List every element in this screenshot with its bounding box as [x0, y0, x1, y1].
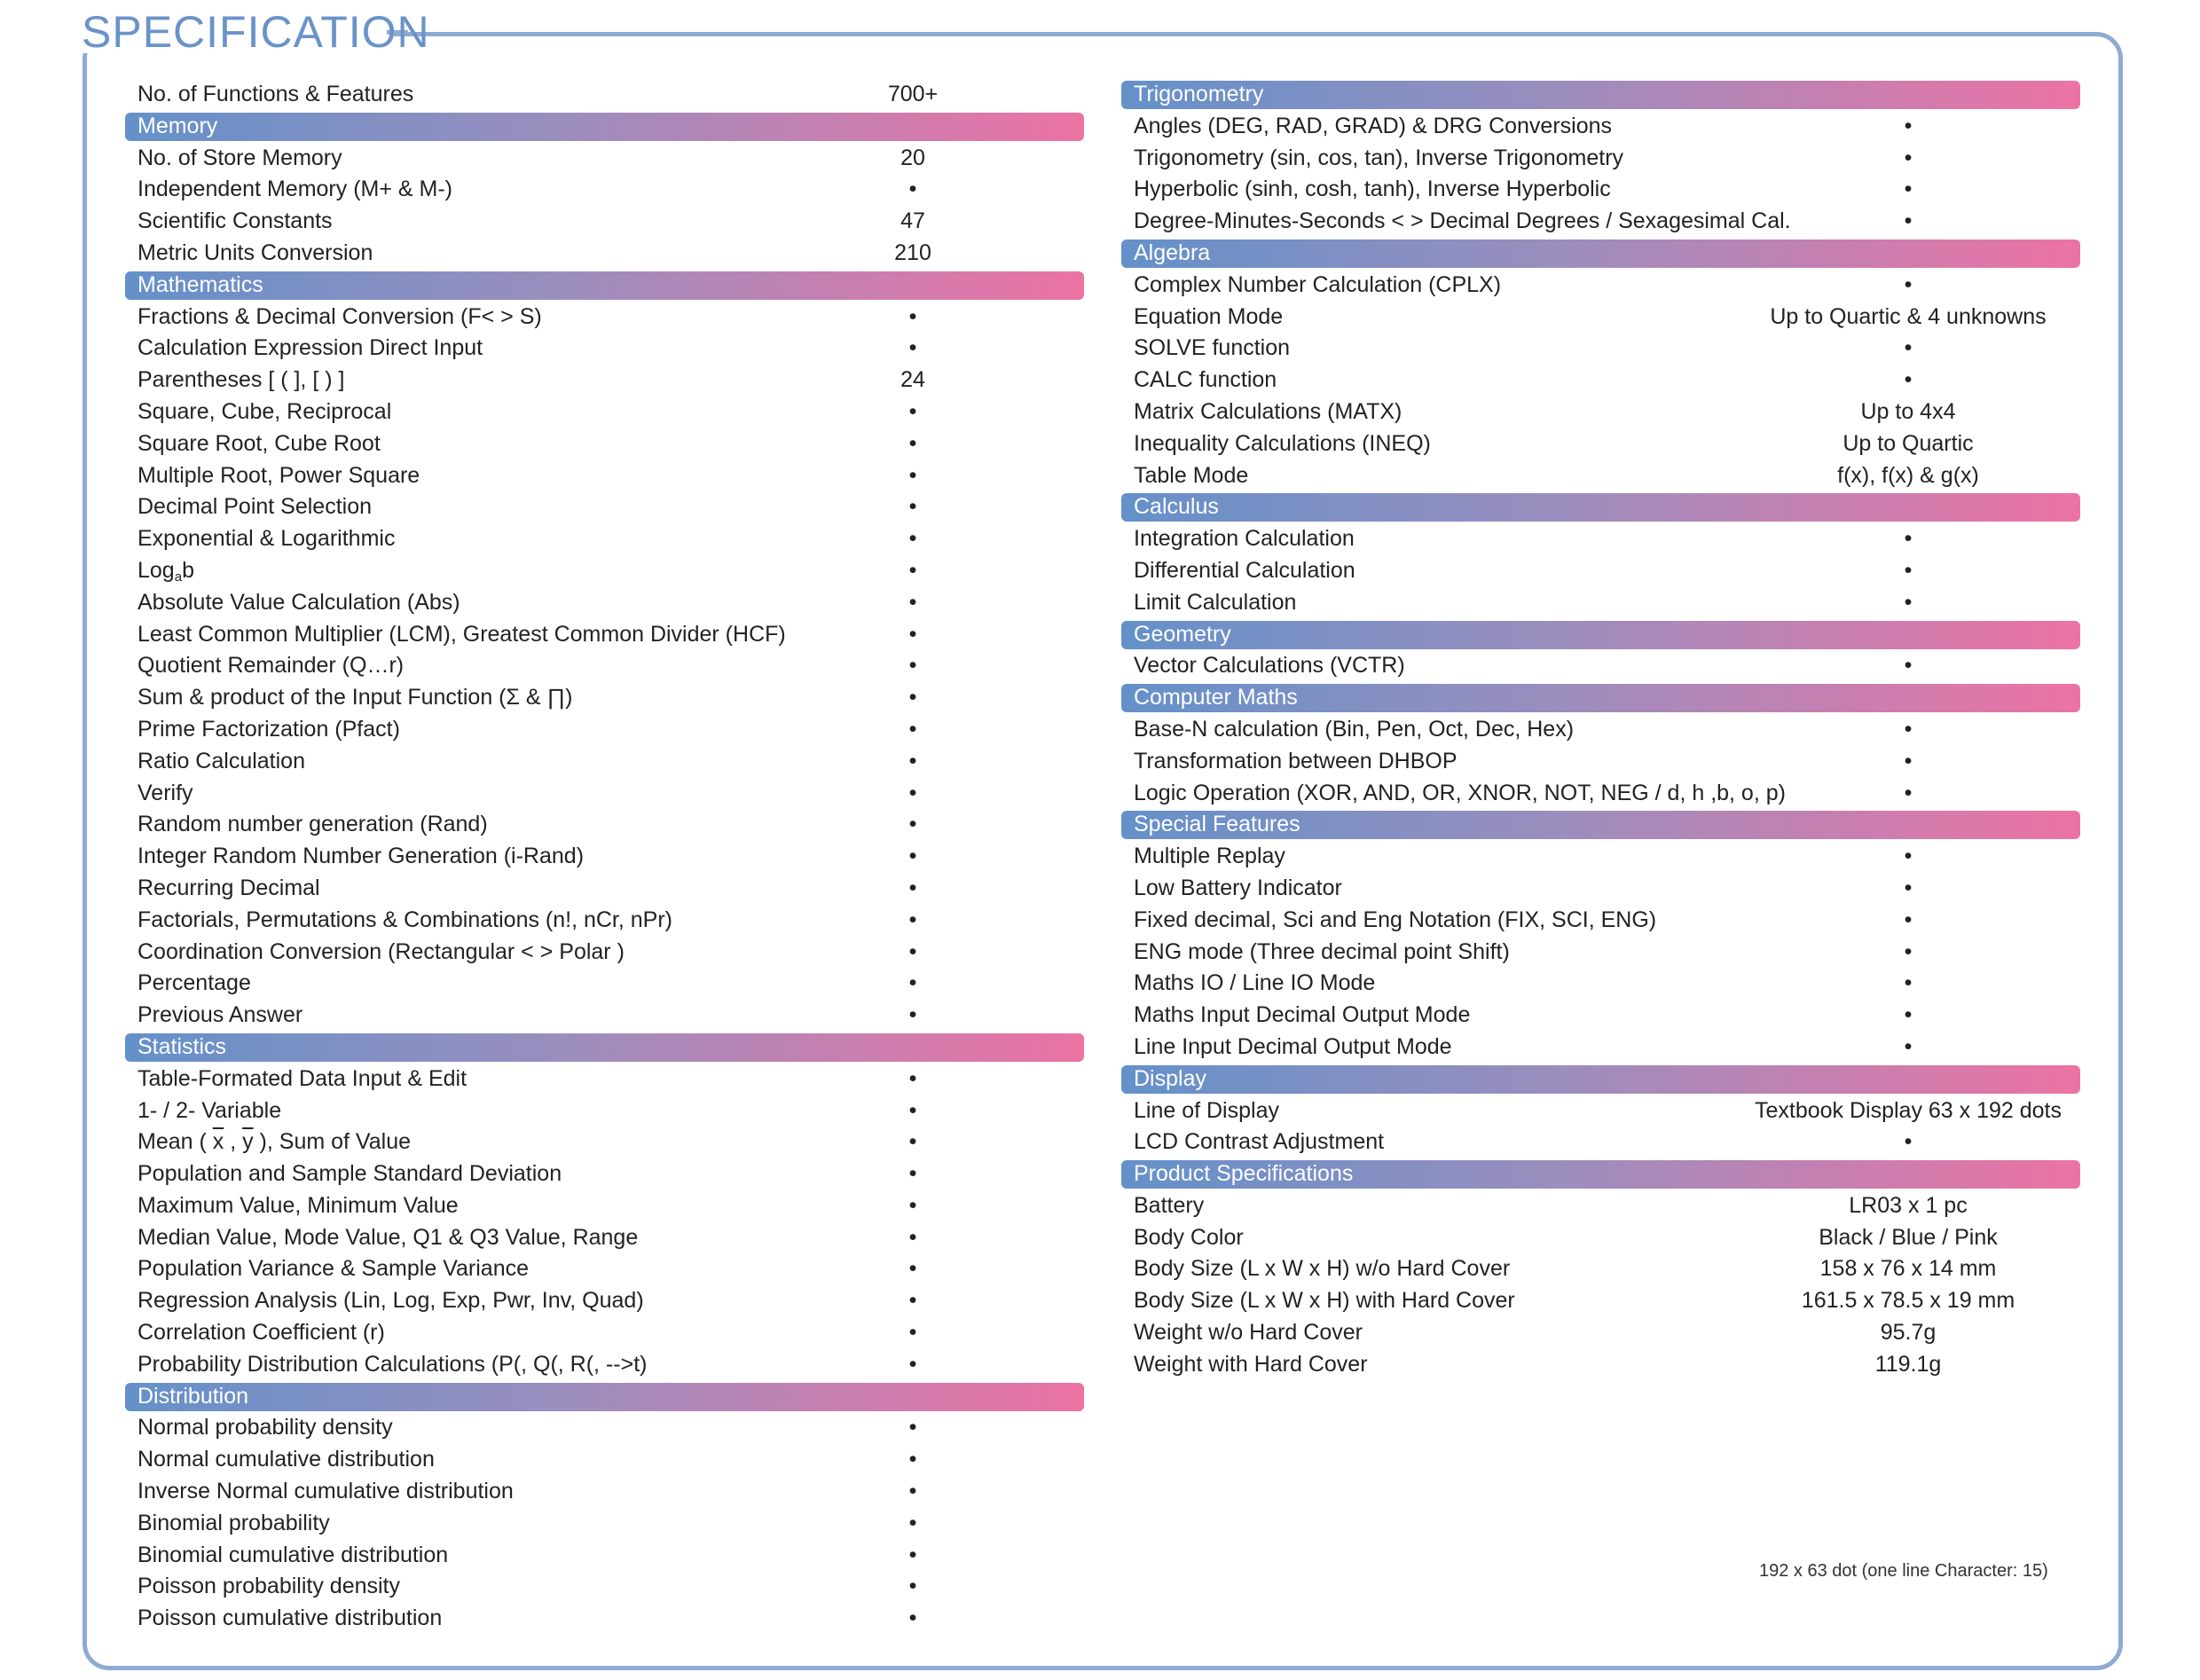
spec-value: • — [908, 1605, 917, 1631]
spec-value: • — [908, 780, 917, 805]
spec-label: Base-N calculation (Bin, Pen, Oct, Dec, Hex) — [1134, 716, 1575, 742]
spec-row — [1121, 650, 2080, 682]
spec-label: Square, Cube, Reciprocal — [138, 398, 392, 424]
spec-value: • — [908, 177, 917, 202]
spec-label: Weight w/o Hard Cover — [1134, 1320, 1363, 1346]
spec-label: Maximum Value, Minimum Value — [138, 1192, 459, 1218]
spec-label: Regression Analysis (Lin, Log, Exp, Pwr, Inv, Quad) — [138, 1288, 644, 1314]
spec-row — [125, 968, 1084, 1000]
section-header-algebra — [1121, 238, 2080, 270]
mean-text-sep: , — [224, 1129, 243, 1155]
spec-label: Weight with Hard Cover — [1134, 1351, 1368, 1377]
spec-row — [1121, 778, 2080, 810]
spec-row — [125, 682, 1084, 714]
spec-label: Hyperbolic (sinh, cosh, tanh), Inverse Hyperbolic — [1134, 177, 1611, 202]
spec-label: Transformation between DHBOP — [1134, 748, 1458, 773]
spec-value: • — [1904, 589, 1913, 615]
spec-value: • — [908, 494, 917, 520]
section-header-label: Computer Maths — [1134, 685, 1298, 710]
spec-value: • — [908, 1097, 917, 1123]
spec-value: 47 — [900, 208, 925, 234]
spec-row — [1121, 460, 2080, 492]
spec-label: Fractions & Decimal Conversion (F< > S) — [138, 303, 542, 329]
spec-value: LR03 x 1 pc — [1849, 1192, 1968, 1218]
spec-label: Binomial probability — [138, 1510, 330, 1535]
spec-value: • — [908, 526, 917, 552]
spec-label: Differential Calculation — [1134, 557, 1355, 583]
spec-row — [125, 1603, 1084, 1635]
spec-label: Exponential & Logarithmic — [138, 526, 396, 552]
spec-value: • — [908, 1479, 917, 1504]
spec-row — [1121, 270, 2080, 302]
spec-row — [1121, 1285, 2080, 1317]
spec-value: 95.7g — [1880, 1320, 1937, 1346]
spec-row — [1121, 746, 2080, 778]
spec-label: Coordination Conversion (Rectangular < > Polar ) — [138, 938, 625, 964]
spec-row — [125, 746, 1084, 778]
section-header-bar — [1121, 493, 2080, 522]
spec-value: • — [1904, 367, 1913, 393]
spec-row — [125, 206, 1084, 238]
section-header-computer-maths — [1121, 682, 2080, 714]
spec-row — [125, 523, 1084, 555]
section-header-bar — [1121, 1065, 2080, 1094]
section-header-bar — [1121, 239, 2080, 268]
spec-value: • — [1904, 1129, 1913, 1155]
spec-row — [125, 1127, 1084, 1158]
spec-value: • — [1904, 208, 1913, 234]
spec-label: ENG mode (Three decimal point Shift) — [1134, 938, 1510, 964]
spec-value: • — [908, 462, 917, 488]
spec-label: Population and Sample Standard Deviation — [138, 1161, 562, 1187]
spec-label: 1- / 2- Variable — [138, 1097, 282, 1123]
spec-value: • — [1904, 557, 1913, 583]
spec-row — [125, 809, 1084, 841]
spec-row — [1121, 937, 2080, 969]
spec-label: Poisson cumulative distribution — [138, 1605, 443, 1631]
left-column — [125, 79, 1084, 1635]
spec-row — [125, 937, 1084, 969]
section-header-label: Algebra — [1134, 239, 1211, 265]
spec-value: • — [908, 875, 917, 900]
spec-row — [125, 365, 1084, 396]
section-header-label: Display — [1134, 1065, 1206, 1091]
spec-row — [1121, 143, 2080, 175]
spec-label: LCD Contrast Adjustment — [1134, 1129, 1385, 1155]
spec-row — [125, 1222, 1084, 1254]
spec-value: • — [908, 716, 917, 742]
mean-text-end: ), Sum of Value — [253, 1129, 412, 1155]
spec-value: 700+ — [887, 82, 939, 106]
spec-row — [125, 1540, 1084, 1572]
spec-value: • — [908, 1161, 917, 1187]
spec-value: 20 — [900, 145, 925, 170]
spec-row — [125, 1317, 1084, 1349]
spec-row — [1121, 1222, 2080, 1254]
spec-value: • — [1904, 748, 1913, 773]
spec-label: Inverse Normal cumulative distribution — [138, 1479, 514, 1504]
spec-label: Vector Calculations (VCTR) — [1134, 653, 1405, 679]
spec-value: 210 — [894, 239, 931, 265]
spec-row — [1121, 841, 2080, 873]
section-header-trigonometry — [1121, 79, 2080, 111]
spec-value: • — [908, 589, 917, 615]
spec-value: • — [1904, 653, 1913, 679]
spec-value: • — [1904, 970, 1913, 996]
log-text: Log — [138, 557, 175, 583]
spec-label: Poisson probability density — [138, 1574, 400, 1599]
spec-label: Decimal Point Selection — [138, 494, 373, 520]
spec-label: Inequality Calculations (INEQ) — [1134, 430, 1431, 456]
spec-label: Table Mode — [1134, 462, 1249, 488]
spec-row — [125, 778, 1084, 810]
spec-value: 161.5 x 78.5 x 19 mm — [1801, 1288, 2015, 1314]
spec-label: Multiple Replay — [1134, 844, 1285, 869]
spec-label: Trigonometry (sin, cos, tan), Inverse Trigonometry — [1134, 145, 1624, 170]
spec-label: Fixed decimal, Sci and Eng Notation (FIX, SCI, ENG) — [1134, 907, 1657, 932]
spec-row — [125, 1095, 1084, 1127]
section-header-label: Memory — [138, 113, 218, 138]
section-header-bar — [125, 113, 1084, 141]
spec-value: • — [908, 1510, 917, 1535]
spec-row — [1121, 206, 2080, 238]
spec-value: • — [908, 335, 917, 361]
spec-value: • — [908, 844, 917, 869]
spec-label: Maths IO / Line IO Mode — [1134, 970, 1376, 996]
spec-label: Correlation Coefficient (r) — [138, 1320, 385, 1346]
spec-row — [1121, 174, 2080, 206]
spec-row — [125, 460, 1084, 492]
spec-value: • — [908, 557, 917, 583]
spec-value: Textbook Display 63 x 192 dots — [1754, 1097, 2062, 1123]
spec-row — [1121, 968, 2080, 1000]
spec-value: Up to 4x4 — [1860, 398, 1956, 424]
spec-value: • — [908, 398, 917, 424]
spec-value: • — [908, 653, 917, 679]
spec-label: Battery — [1134, 1192, 1205, 1218]
spec-row — [1121, 1349, 2080, 1381]
page-title: SPECIFICATION — [82, 7, 430, 57]
section-header-bar — [1121, 621, 2080, 649]
spec-label: Complex Number Calculation (CPLX) — [1134, 271, 1502, 297]
spec-row — [1121, 1032, 2080, 1064]
spec-label: Median Value, Mode Value, Q1 & Q3 Value, Range — [138, 1224, 639, 1250]
spec-value: 24 — [900, 367, 925, 393]
spec-value: • — [1904, 113, 1913, 138]
section-header-calculus — [1121, 491, 2080, 523]
spec-label: Probability Distribution Calculations (P(, Q(, R(, -->t) — [138, 1351, 648, 1377]
spec-label: Line of Display — [1134, 1097, 1279, 1123]
log-arg: b — [182, 557, 194, 583]
spec-value: • — [908, 1065, 917, 1091]
spec-value: • — [908, 1542, 917, 1567]
spec-row — [1121, 1000, 2080, 1032]
spec-row — [1121, 1190, 2080, 1222]
spec-label: SOLVE function — [1134, 335, 1291, 361]
spec-row — [1121, 111, 2080, 143]
spec-row — [125, 1508, 1084, 1540]
spec-label: Line Input Decimal Output Mode — [1134, 1033, 1452, 1059]
spec-label — [138, 555, 194, 587]
spec-row — [1121, 1095, 2080, 1127]
spec-label: Recurring Decimal — [138, 875, 320, 900]
spec-value: • — [908, 812, 917, 837]
section-header-mathematics — [125, 270, 1084, 302]
spec-value: • — [1904, 780, 1913, 805]
spec-value: • — [908, 1288, 917, 1314]
spec-value: 119.1g — [1874, 1351, 1942, 1377]
section-header-label: Special Features — [1134, 812, 1300, 837]
spec-label: Sum & product of the Input Function (Σ & ∏) — [138, 685, 573, 710]
spec-label: Normal cumulative distribution — [138, 1447, 435, 1472]
spec-row — [1121, 333, 2080, 365]
spec-label: Scientific Constants — [138, 208, 333, 234]
spec-row — [125, 714, 1084, 746]
y-bar-symbol: $\overline{y}$ — [242, 1129, 254, 1155]
spec-value: • — [908, 748, 917, 773]
section-header-label: Product Specifications — [1134, 1161, 1354, 1187]
spec-label: CALC function — [1134, 367, 1277, 393]
log-base: a — [174, 569, 183, 585]
spec-label: Square Root, Cube Root — [138, 430, 381, 456]
spec-row — [125, 1064, 1084, 1095]
spec-label: Integer Random Number Generation (i-Rand) — [138, 844, 585, 869]
section-header-label: Calculus — [1134, 494, 1219, 520]
spec-label: Matrix Calculations (MATX) — [1134, 398, 1402, 424]
spec-row — [1121, 587, 2080, 619]
spec-row — [125, 619, 1084, 651]
spec-label: Parentheses [ ( ], [ ) ] — [138, 367, 345, 393]
spec-row — [125, 79, 1084, 111]
spec-value: Up to Quartic — [1842, 430, 1974, 456]
spec-row — [125, 428, 1084, 460]
spec-label: Ratio Calculation — [138, 748, 305, 773]
spec-label: Calculation Expression Direct Input — [138, 335, 483, 361]
spec-label: Verify — [138, 780, 193, 805]
spec-value: • — [908, 685, 917, 710]
spec-label: Quotient Remainder (Q…r) — [138, 653, 405, 679]
section-header-display — [1121, 1064, 2080, 1095]
section-header-memory — [125, 111, 1084, 143]
spec-value: • — [1904, 1033, 1913, 1059]
section-header-bar — [125, 271, 1084, 300]
spec-label: Normal probability density — [138, 1415, 393, 1441]
spec-label: Least Common Multiplier (LCM), Greatest Common Divider (HCF) — [138, 621, 786, 647]
spec-label: Limit Calculation — [1134, 589, 1297, 615]
spec-value: • — [1904, 1002, 1913, 1028]
spec-row — [1121, 714, 2080, 746]
section-header-label: Trigonometry — [1134, 82, 1264, 106]
spec-value: • — [908, 1447, 917, 1472]
section-header-label: Statistics — [138, 1033, 227, 1059]
spec-label: Previous Answer — [138, 1002, 303, 1028]
spec-row — [125, 587, 1084, 619]
spec-value: • — [908, 938, 917, 964]
spec-row — [125, 905, 1084, 937]
spec-row — [125, 396, 1084, 428]
spec-label: Factorials, Permutations & Combinations (n!, nCr, nPr) — [138, 907, 673, 932]
spec-value: • — [1904, 938, 1913, 964]
section-header-statistics — [125, 1032, 1084, 1064]
spec-value: • — [1904, 335, 1913, 361]
section-header-bar — [1121, 81, 2080, 109]
spec-value: • — [908, 1256, 917, 1282]
spec-value: • — [908, 1415, 917, 1441]
spec-value: • — [908, 1320, 917, 1346]
spec-row — [125, 1158, 1084, 1190]
spec-row — [1121, 428, 2080, 460]
section-header-label: Distribution — [138, 1383, 249, 1409]
spec-row — [125, 174, 1084, 206]
spec-value: • — [908, 621, 917, 647]
spec-row — [125, 491, 1084, 523]
right-column — [1121, 79, 2080, 1381]
spec-label: Angles (DEG, RAD, GRAD) & DRG Conversions — [1134, 113, 1613, 138]
spec-row — [125, 650, 1084, 682]
spec-value: • — [908, 1574, 917, 1599]
section-header-bar — [125, 1383, 1084, 1411]
spec-row — [125, 143, 1084, 175]
x-bar-symbol: $\overline{x}$ — [212, 1129, 224, 1155]
spec-row — [125, 1000, 1084, 1032]
spec-row — [125, 302, 1084, 334]
spec-label: Random number generation (Rand) — [138, 812, 488, 837]
spec-value: • — [908, 1129, 917, 1155]
spec-value: • — [908, 303, 917, 329]
mean-text-start: Mean ( — [138, 1129, 213, 1155]
spec-label: Multiple Root, Power Square — [138, 462, 420, 488]
spec-label: Percentage — [138, 970, 251, 996]
spec-label: No. of Store Memory — [138, 145, 342, 170]
spec-row — [125, 333, 1084, 365]
spec-value: • — [908, 1224, 917, 1250]
spec-label: Maths Input Decimal Output Mode — [1134, 1002, 1471, 1028]
spec-row — [125, 841, 1084, 873]
spec-value: • — [908, 970, 917, 996]
spec-row — [1121, 396, 2080, 428]
spec-row — [1121, 1317, 2080, 1349]
spec-row — [125, 873, 1084, 905]
spec-value: • — [1904, 844, 1913, 869]
spec-value: f(x), f(x) & g(x) — [1837, 462, 1979, 488]
spec-label: Body Size (L x W x H) w/o Hard Cover — [1134, 1256, 1511, 1282]
spec-label: Binomial cumulative distribution — [138, 1542, 449, 1567]
spec-row — [125, 1253, 1084, 1285]
section-header-label: Mathematics — [138, 271, 263, 297]
spec-row — [125, 555, 1084, 587]
spec-row — [125, 1349, 1084, 1381]
spec-row — [1121, 365, 2080, 396]
spec-value: • — [1904, 875, 1913, 900]
section-header-bar — [125, 1033, 1084, 1062]
section-header-distribution — [125, 1381, 1084, 1413]
spec-value: • — [908, 1351, 917, 1377]
spec-value: • — [908, 1192, 917, 1218]
section-header-geometry — [1121, 619, 2080, 651]
spec-row — [1121, 302, 2080, 334]
spec-row — [1121, 1127, 2080, 1158]
spec-label: Equation Mode — [1134, 303, 1284, 329]
spec-row — [125, 1476, 1084, 1508]
spec-value: Black / Blue / Pink — [1819, 1224, 1998, 1250]
spec-value: • — [908, 907, 917, 932]
spec-row — [125, 1444, 1084, 1476]
spec-value: • — [1904, 716, 1913, 742]
spec-row — [1121, 1253, 2080, 1285]
spec-label: Prime Factorization (Pfact) — [138, 716, 400, 742]
spec-row — [1121, 873, 2080, 905]
spec-row — [1121, 905, 2080, 937]
spec-label: Table-Formated Data Input & Edit — [138, 1065, 468, 1091]
spec-label: Population Variance & Sample Variance — [138, 1256, 530, 1282]
spec-row — [125, 238, 1084, 270]
spec-value: • — [1904, 526, 1913, 552]
spec-label — [138, 1127, 411, 1158]
spec-label: Body Size (L x W x H) with Hard Cover — [1134, 1288, 1515, 1314]
spec-value: • — [1904, 145, 1913, 170]
spec-row — [125, 1571, 1084, 1603]
spec-value: • — [1904, 271, 1913, 297]
spec-label: Integration Calculation — [1134, 526, 1355, 552]
spec-value: • — [1904, 907, 1913, 932]
spec-label: Independent Memory (M+ & M-) — [138, 177, 452, 202]
spec-row — [1121, 523, 2080, 555]
spec-value: • — [1904, 177, 1913, 202]
spec-value: • — [908, 430, 917, 456]
spec-label: Logic Operation (XOR, AND, OR, XNOR, NOT, NEG / d, h ,b, o, p) — [1134, 780, 1786, 805]
spec-label: Degree-Minutes-Seconds < > Decimal Degrees / Sexagesimal Cal. — [1134, 208, 1791, 234]
spec-value: • — [908, 1002, 917, 1028]
spec-label: Metric Units Conversion — [138, 239, 373, 265]
spec-label: Body Color — [1134, 1224, 1244, 1250]
spec-value: Up to Quartic & 4 unknowns — [1770, 303, 2047, 329]
section-header-special-features — [1121, 809, 2080, 841]
section-header-label: Geometry — [1134, 621, 1231, 647]
spec-label: Absolute Value Calculation (Abs) — [138, 589, 460, 615]
spec-value: 158 x 76 x 14 mm — [1819, 1256, 1997, 1282]
spec-row — [125, 1190, 1084, 1222]
display-footnote: 192 x 63 dot (one line Character: 15) — [1759, 1561, 2048, 1581]
spec-label: Low Battery Indicator — [1134, 875, 1342, 900]
spec-label: No. of Functions & Features — [138, 82, 414, 106]
section-header-product-specifications — [1121, 1158, 2080, 1190]
spec-row — [1121, 555, 2080, 587]
spec-row — [125, 1412, 1084, 1444]
spec-row — [125, 1285, 1084, 1317]
